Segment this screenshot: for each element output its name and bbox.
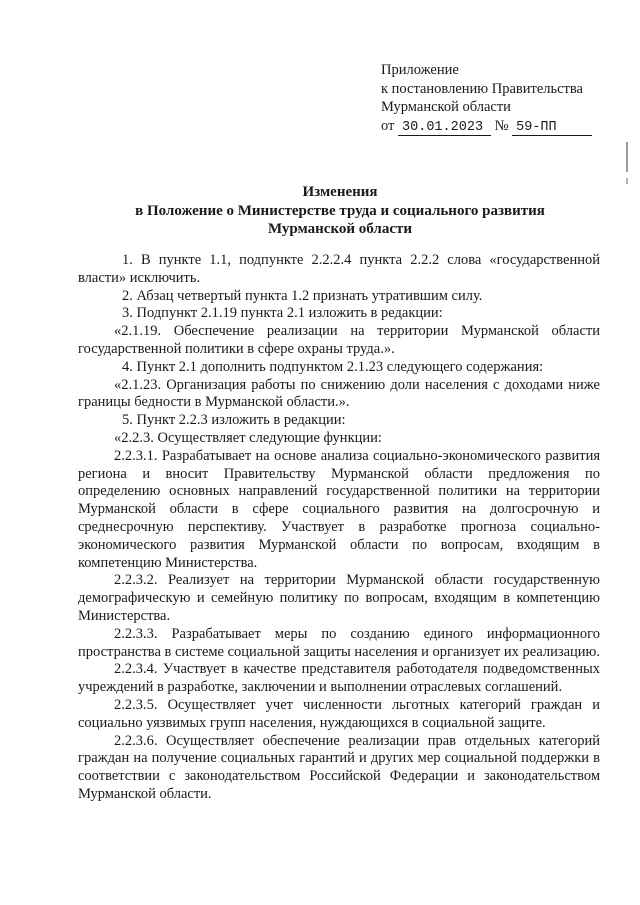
scan-edge-mark — [626, 142, 628, 172]
paragraph: 2.2.3.2. Реализует на территории Мурманской области государственную демографическую и семейную политику по вопросам, входящим в компетенцию Министерства. — [78, 572, 600, 624]
title-line: Изменения — [302, 184, 378, 200]
annex-header — [381, 61, 592, 136]
paragraph: 5. Пункт 2.2.3 изложить в редакции: — [122, 412, 346, 429]
paragraph: «2.1.23. Организация работы по снижению доли населения с доходами ниже границы бедности в Мурманской области.». — [78, 376, 600, 411]
annex-label: Приложение — [381, 62, 459, 78]
paragraph: 4. Пункт 2.1 дополнить подпунктом 2.1.23 следующего содержания: — [122, 358, 544, 375]
document-body — [78, 252, 600, 804]
date-prefix: от — [381, 117, 395, 134]
title-line: в Положение о Министерстве труда и социального развития — [135, 202, 545, 219]
paragraph: 2.2.3.1. Разрабатывает на основе анализа социально-экономического развития региона и вносит Правительству Мурманской области предложения по определению основных направлений государственной политики на территории Мурманской области в сфере социального развития на долгосрочную и среднесрочную перспективу. Участвует в разработке прогноза социально-экономического развития Мурманской области по вопросам, входящим в компетенцию Министерства. — [78, 447, 600, 571]
annex-region: Мурманской области — [381, 99, 511, 115]
paragraph: 2.2.3.4. Участвует в качестве представителя работодателя подведомственных учреждений в разработке, заключении и выполнении отраслевых соглашений. — [78, 661, 600, 696]
paragraph: 2.2.3.5. Осуществляет учет численности льготных категорий граждан и социально уязвимых групп населения, нуждающихся в социальной защите. — [78, 696, 600, 731]
paragraph: 2.2.3.3. Разрабатывает меры по созданию единого информационного пространства в системе социальной защиты населения и организует их реализацию. — [78, 625, 601, 660]
paragraph: 2.2.3.6. Осуществляет обеспечение реализации прав отдельных категорий граждан на получение социальных гарантий и других мер социальной поддержки в соответствии с законодательством Российской Федерации и законодательством Мурманской области. — [78, 732, 600, 802]
annex-date-line — [381, 117, 592, 136]
paragraph: «2.2.3. Осуществляет следующие функции: — [114, 429, 382, 446]
title-line: Мурманской области — [267, 221, 413, 237]
annex-resolution-ref: к постановлению Правительства — [381, 80, 583, 97]
document-number: 59-ПП — [512, 120, 592, 136]
paragraph: 2. Абзац четвертый пункта 1.2 признать утратившим силу. — [122, 287, 483, 304]
scan-edge-mark — [626, 178, 628, 184]
paragraph: 3. Подпункт 2.1.19 пункта 2.1 изложить в редакции: — [122, 305, 443, 322]
number-prefix: № — [494, 117, 509, 134]
document-date: 30.01.2023 — [398, 120, 491, 136]
document-title — [60, 183, 620, 239]
paragraph: 1. В пункте 1.1, подпункте 2.2.2.4 пункта 2.2.2 слова «государственной власти» исключить. — [78, 252, 600, 286]
paragraph: «2.1.19. Обеспечение реализации на территории Мурманской области государственной политики в сфере охраны труда.». — [78, 323, 600, 357]
